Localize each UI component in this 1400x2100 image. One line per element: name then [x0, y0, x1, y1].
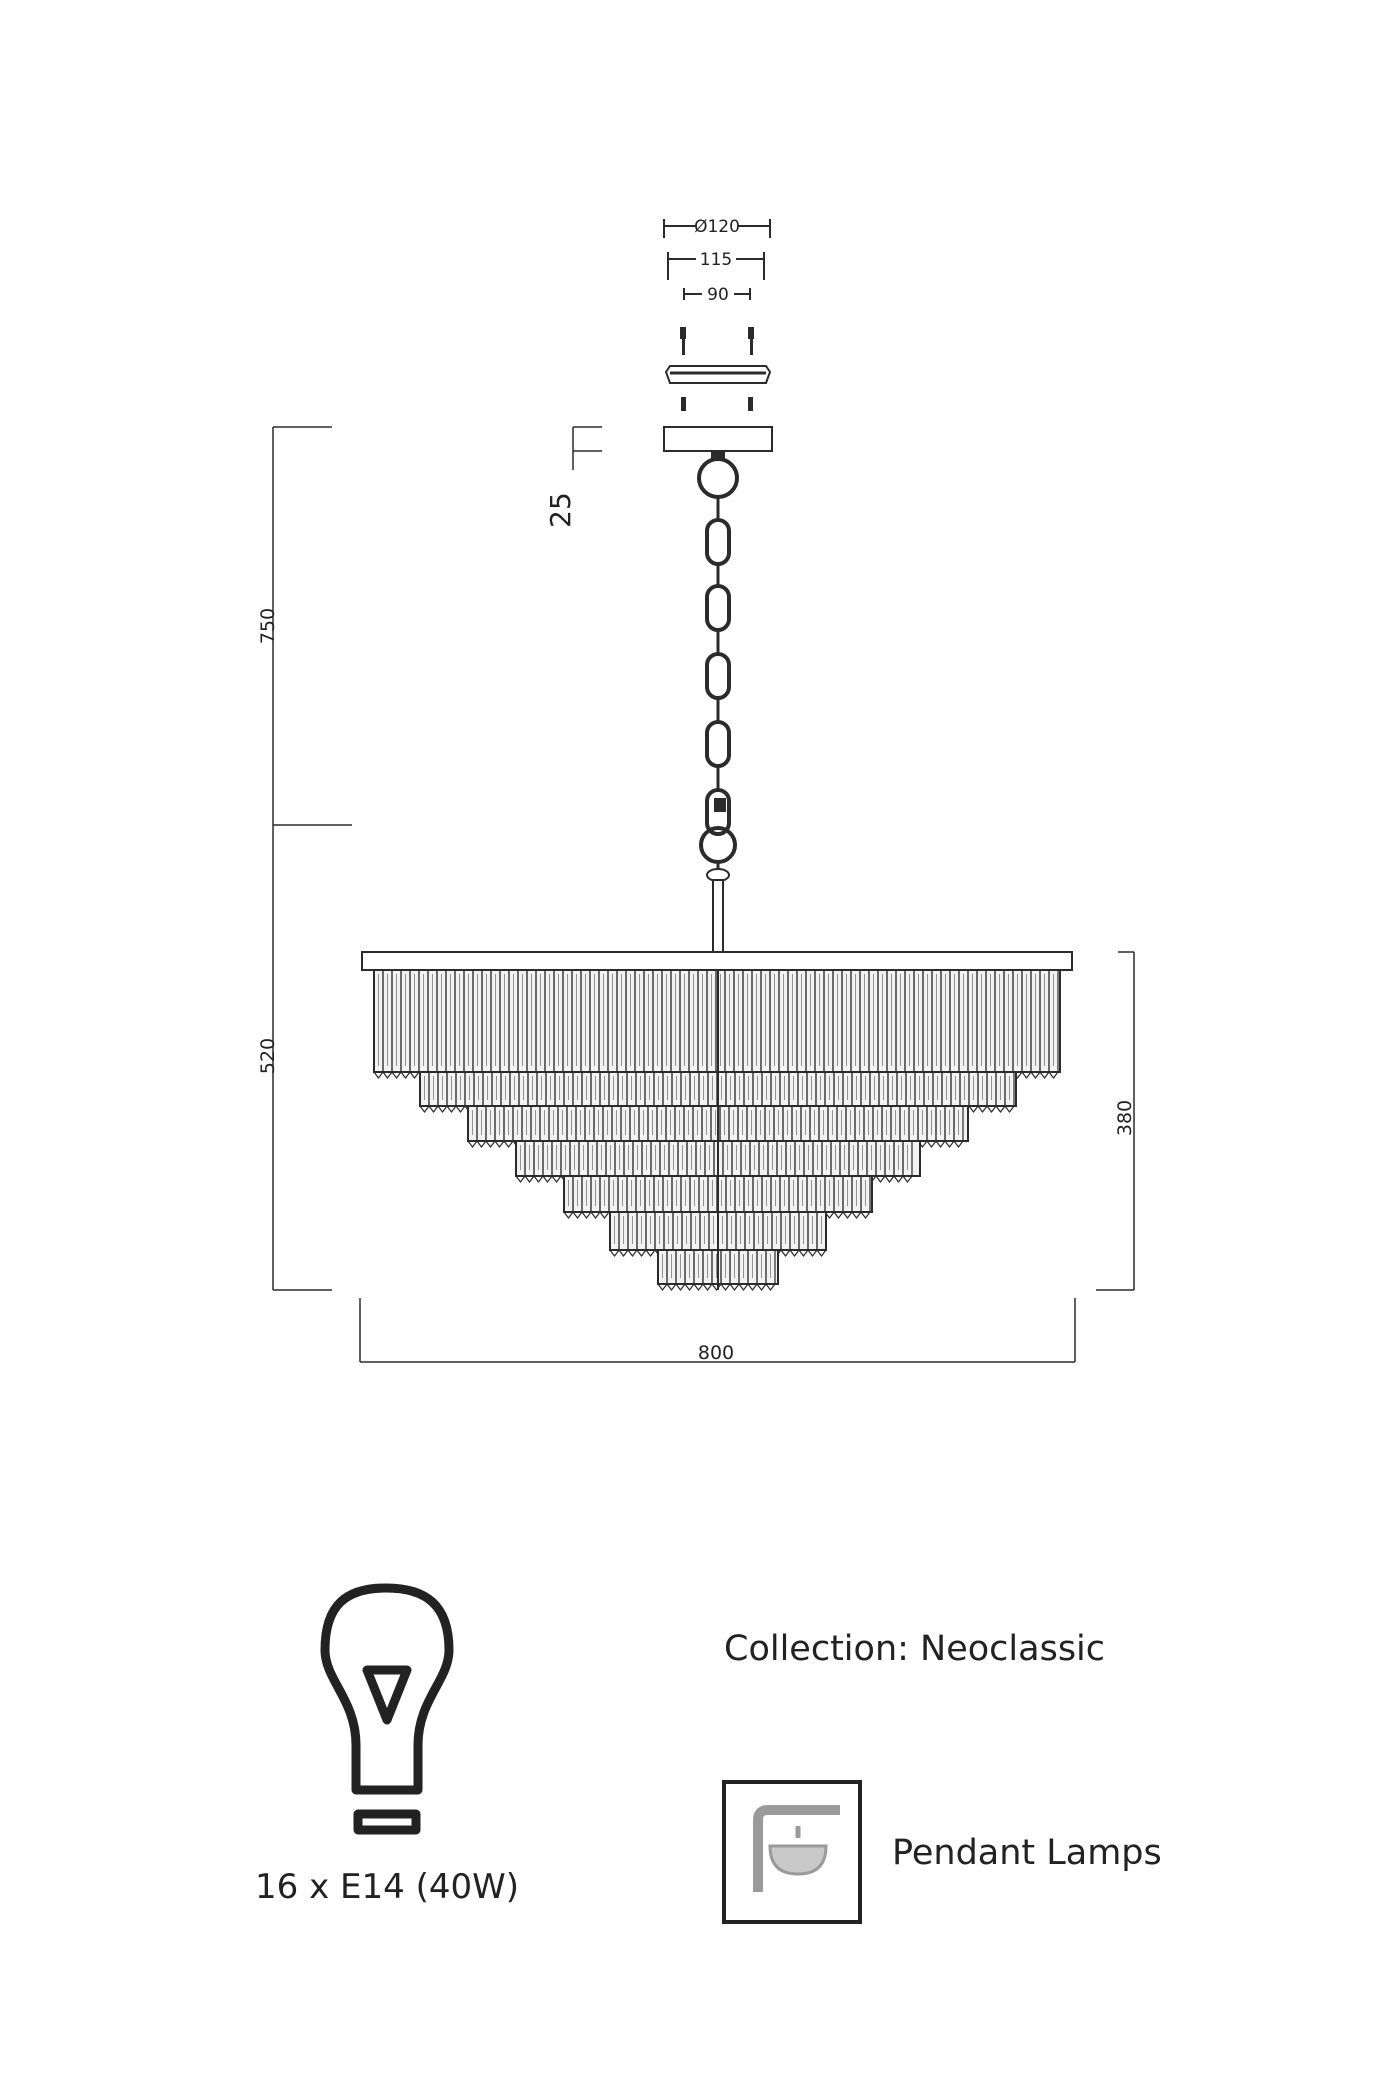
- canopy: [664, 427, 772, 451]
- canopy-height-label: 25: [544, 492, 577, 528]
- chandelier-top-ring: [362, 952, 1072, 970]
- pendant-lamp-icon: [724, 1782, 860, 1922]
- canopy-width-label: 115: [699, 250, 733, 270]
- body-height-label: 380: [1114, 1099, 1136, 1137]
- chain-connector: [714, 798, 726, 812]
- mounting-bracket: [666, 366, 770, 383]
- total-height-label: 520: [257, 1037, 279, 1075]
- down-rod: [707, 869, 729, 952]
- chain-length-label: 750: [257, 607, 279, 645]
- category-label: Pendant Lamps: [892, 1833, 1162, 1873]
- collection-label: Collection: Neoclassic: [724, 1629, 1106, 1669]
- chain: [699, 459, 737, 876]
- body-width-label: 800: [697, 1342, 735, 1364]
- mount-spacing-label: 90: [707, 285, 729, 305]
- lightbulb-icon: [325, 1588, 449, 1830]
- canopy-diameter-label: Ø120: [694, 217, 740, 237]
- bulb-spec: 16 x E14 (40W): [255, 1867, 519, 1907]
